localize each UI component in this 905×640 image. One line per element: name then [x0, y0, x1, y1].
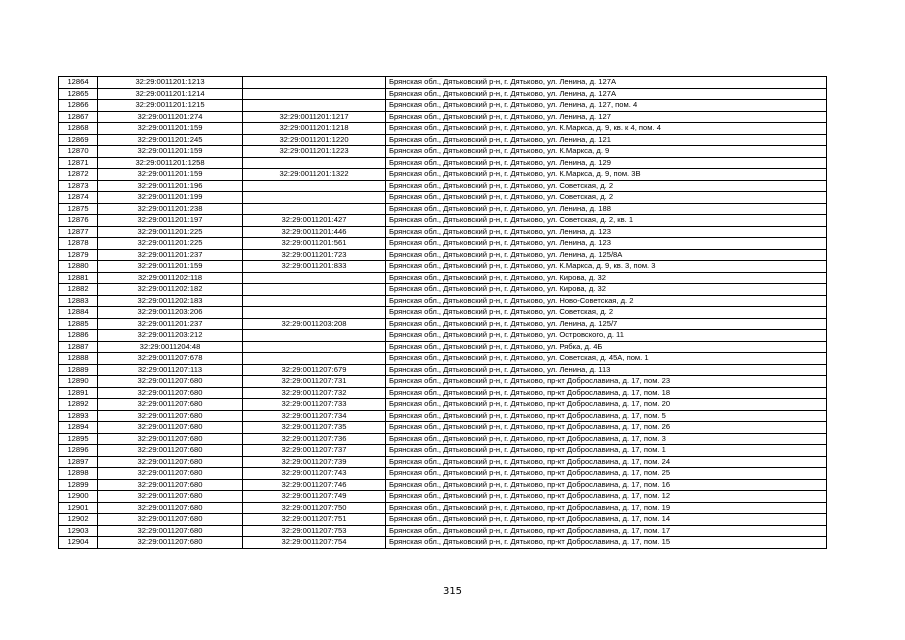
row-number-cell: 12883	[59, 295, 98, 307]
cadastral-number-cell: 32:29:0011202:182	[98, 284, 243, 296]
address-cell: Брянская обл., Дятьковский р-н, г. Дятьково, ул. Ленина, д. 129	[386, 157, 827, 169]
parent-cadastral-number-cell	[243, 353, 386, 365]
row-number-cell: 12880	[59, 261, 98, 273]
parent-cadastral-number-cell	[243, 284, 386, 296]
table-row	[59, 169, 827, 181]
row-number-cell: 12894	[59, 422, 98, 434]
cadastral-number-cell: 32:29:0011207:680	[98, 537, 243, 549]
cadastral-number-cell: 32:29:0011201:1214	[98, 88, 243, 100]
row-number-cell: 12898	[59, 468, 98, 480]
parent-cadastral-number-cell: 32:29:0011201:1220	[243, 134, 386, 146]
address-cell: Брянская обл., Дятьковский р-н, г. Дятьково, пр-кт Доброславина, д. 17, пом. 25	[386, 468, 827, 480]
row-number-cell: 12897	[59, 456, 98, 468]
table-row	[59, 364, 827, 376]
cadastral-number-cell: 32:29:0011207:680	[98, 479, 243, 491]
cadastral-number-cell: 32:29:0011201:159	[98, 261, 243, 273]
table-row	[59, 203, 827, 215]
cadastral-number-cell: 32:29:0011201:159	[98, 123, 243, 135]
table-row	[59, 491, 827, 503]
table-row	[59, 249, 827, 261]
table-row	[59, 77, 827, 89]
document-sheet	[58, 76, 827, 549]
address-cell: Брянская обл., Дятьковский р-н, г. Дятьково, пр-кт Доброславина, д. 17, пом. 14	[386, 514, 827, 526]
row-number-cell: 12895	[59, 433, 98, 445]
parent-cadastral-number-cell: 32:29:0011207:733	[243, 399, 386, 411]
cadastral-number-cell: 32:29:0011201:225	[98, 238, 243, 250]
parent-cadastral-number-cell	[243, 157, 386, 169]
parent-cadastral-number-cell: 32:29:0011207:743	[243, 468, 386, 480]
row-number-cell: 12866	[59, 100, 98, 112]
address-cell: Брянская обл., Дятьковский р-н, г. Дятьково, пр-кт Доброславина, д. 17, пом. 24	[386, 456, 827, 468]
address-cell: Брянская обл., Дятьковский р-н, г. Дятьково, пр-кт Доброславина, д. 17, пом. 16	[386, 479, 827, 491]
cadastral-number-cell: 32:29:0011207:113	[98, 364, 243, 376]
table-row	[59, 445, 827, 457]
parent-cadastral-number-cell: 32:29:0011207:679	[243, 364, 386, 376]
row-number-cell: 12888	[59, 353, 98, 365]
row-number-cell: 12881	[59, 272, 98, 284]
row-number-cell: 12903	[59, 525, 98, 537]
table-row	[59, 146, 827, 158]
cadastral-number-cell: 32:29:0011201:199	[98, 192, 243, 204]
address-cell: Брянская обл., Дятьковский р-н, г. Дятьково, пр-кт Доброславина, д. 17, пом. 1	[386, 445, 827, 457]
table-row	[59, 157, 827, 169]
cadastral-number-cell: 32:29:0011201:197	[98, 215, 243, 227]
parent-cadastral-number-cell	[243, 100, 386, 112]
row-number-cell: 12867	[59, 111, 98, 123]
cadastral-number-cell: 32:29:0011201:159	[98, 146, 243, 158]
table-row	[59, 468, 827, 480]
parent-cadastral-number-cell: 32:29:0011201:1223	[243, 146, 386, 158]
cadastral-number-cell: 32:29:0011201:245	[98, 134, 243, 146]
table-row	[59, 399, 827, 411]
table-row	[59, 318, 827, 330]
address-cell: Брянская обл., Дятьковский р-н, г. Дятьково, ул. Ленина, д. 123	[386, 238, 827, 250]
table-row	[59, 180, 827, 192]
row-number-cell: 12872	[59, 169, 98, 181]
cadastral-number-cell: 32:29:0011202:118	[98, 272, 243, 284]
address-cell: Брянская обл., Дятьковский р-н, г. Дятьково, пр-кт Доброславина, д. 17, пом. 18	[386, 387, 827, 399]
row-number-cell: 12877	[59, 226, 98, 238]
table-row	[59, 134, 827, 146]
row-number-cell: 12886	[59, 330, 98, 342]
row-number-cell: 12899	[59, 479, 98, 491]
parent-cadastral-number-cell: 32:29:0011207:753	[243, 525, 386, 537]
table-row	[59, 330, 827, 342]
row-number-cell: 12892	[59, 399, 98, 411]
address-cell: Брянская обл., Дятьковский р-н, г. Дятьково, ул. Ленина, д. 123	[386, 226, 827, 238]
parent-cadastral-number-cell	[243, 307, 386, 319]
parent-cadastral-number-cell	[243, 341, 386, 353]
table-row	[59, 261, 827, 273]
address-cell: Брянская обл., Дятьковский р-н, г. Дятьково, пр-кт Доброславина, д. 17, пом. 5	[386, 410, 827, 422]
property-table	[58, 76, 827, 549]
table-row	[59, 295, 827, 307]
address-cell: Брянская обл., Дятьковский р-н, г. Дятьково, ул. Ленина, д. 125/8А	[386, 249, 827, 261]
row-number-cell: 12874	[59, 192, 98, 204]
page-number: 315	[442, 586, 463, 597]
cadastral-number-cell: 32:29:0011203:206	[98, 307, 243, 319]
address-cell: Брянская обл., Дятьковский р-н, г. Дятьково, ул. Советская, д. 45А, пом. 1	[386, 353, 827, 365]
address-cell: Брянская обл., Дятьковский р-н, г. Дятьково, пр-кт Доброславина, д. 17, пом. 20	[386, 399, 827, 411]
row-number-cell: 12902	[59, 514, 98, 526]
address-cell: Брянская обл., Дятьковский р-н, г. Дятьково, пр-кт Доброславина, д. 17, пом. 15	[386, 537, 827, 549]
parent-cadastral-number-cell: 32:29:0011201:833	[243, 261, 386, 273]
parent-cadastral-number-cell: 32:29:0011201:427	[243, 215, 386, 227]
address-cell: Брянская обл., Дятьковский р-н, г. Дятьково, ул. Ленина, д. 121	[386, 134, 827, 146]
row-number-cell: 12889	[59, 364, 98, 376]
table-row	[59, 123, 827, 135]
address-cell: Брянская обл., Дятьковский р-н, г. Дятьково, ул. Островского, д. 11	[386, 330, 827, 342]
parent-cadastral-number-cell	[243, 180, 386, 192]
table-row	[59, 456, 827, 468]
row-number-cell: 12871	[59, 157, 98, 169]
parent-cadastral-number-cell	[243, 88, 386, 100]
parent-cadastral-number-cell: 32:29:0011203:208	[243, 318, 386, 330]
address-cell: Брянская обл., Дятьковский р-н, г. Дятьково, ул. Ленина, д. 127А	[386, 88, 827, 100]
address-cell: Брянская обл., Дятьковский р-н, г. Дятьково, пр-кт Доброславина, д. 17, пом. 19	[386, 502, 827, 514]
row-number-cell: 12873	[59, 180, 98, 192]
address-cell: Брянская обл., Дятьковский р-н, г. Дятьково, ул. Советская, д. 2	[386, 307, 827, 319]
parent-cadastral-number-cell: 32:29:0011201:723	[243, 249, 386, 261]
parent-cadastral-number-cell: 32:29:0011207:737	[243, 445, 386, 457]
cadastral-number-cell: 32:29:0011207:680	[98, 399, 243, 411]
row-number-cell: 12869	[59, 134, 98, 146]
cadastral-number-cell: 32:29:0011203:212	[98, 330, 243, 342]
cadastral-number-cell: 32:29:0011207:680	[98, 410, 243, 422]
table-row	[59, 353, 827, 365]
table-row	[59, 537, 827, 549]
parent-cadastral-number-cell: 32:29:0011201:1322	[243, 169, 386, 181]
cadastral-number-cell: 32:29:0011201:237	[98, 318, 243, 330]
cadastral-number-cell: 32:29:0011207:678	[98, 353, 243, 365]
row-number-cell: 12890	[59, 376, 98, 388]
cadastral-number-cell: 32:29:0011201:238	[98, 203, 243, 215]
address-cell: Брянская обл., Дятьковский р-н, г. Дятьково, ул. Советская, д. 2	[386, 192, 827, 204]
address-cell: Брянская обл., Дятьковский р-н, г. Дятьково, ул. К.Маркса, д. 9, кв. к 4, пом. 4	[386, 123, 827, 135]
table-row	[59, 215, 827, 227]
table-row	[59, 502, 827, 514]
cadastral-number-cell: 32:29:0011207:680	[98, 468, 243, 480]
parent-cadastral-number-cell: 32:29:0011207:750	[243, 502, 386, 514]
cadastral-number-cell: 32:29:0011201:237	[98, 249, 243, 261]
address-cell: Брянская обл., Дятьковский р-н, г. Дятьково, ул. Кирова, д. 32	[386, 284, 827, 296]
address-cell: Брянская обл., Дятьковский р-н, г. Дятьково, ул. К.Маркса, д. 9, кв. 3, пом. 3	[386, 261, 827, 273]
parent-cadastral-number-cell: 32:29:0011207:735	[243, 422, 386, 434]
row-number-cell: 12879	[59, 249, 98, 261]
table-row	[59, 100, 827, 112]
parent-cadastral-number-cell: 32:29:0011207:732	[243, 387, 386, 399]
address-cell: Брянская обл., Дятьковский р-н, г. Дятьково, ул. Ленина, д. 127, пом. 4	[386, 100, 827, 112]
parent-cadastral-number-cell: 32:29:0011201:1217	[243, 111, 386, 123]
address-cell: Брянская обл., Дятьковский р-н, г. Дятьково, ул. К.Маркса, д. 9, пом. 3В	[386, 169, 827, 181]
row-number-cell: 12876	[59, 215, 98, 227]
cadastral-number-cell: 32:29:0011207:680	[98, 422, 243, 434]
parent-cadastral-number-cell	[243, 330, 386, 342]
table-row	[59, 192, 827, 204]
address-cell: Брянская обл., Дятьковский р-н, г. Дятьково, ул. К.Маркса, д. 9	[386, 146, 827, 158]
parent-cadastral-number-cell	[243, 192, 386, 204]
cadastral-number-cell: 32:29:0011207:680	[98, 387, 243, 399]
address-cell: Брянская обл., Дятьковский р-н, г. Дятьково, ул. Ленина, д. 127	[386, 111, 827, 123]
parent-cadastral-number-cell: 32:29:0011201:561	[243, 238, 386, 250]
table-row	[59, 479, 827, 491]
cadastral-number-cell: 32:29:0011207:680	[98, 376, 243, 388]
parent-cadastral-number-cell	[243, 295, 386, 307]
table-row	[59, 514, 827, 526]
row-number-cell: 12884	[59, 307, 98, 319]
address-cell: Брянская обл., Дятьковский р-н, г. Дятьково, пр-кт Доброславина, д. 17, пом. 12	[386, 491, 827, 503]
parent-cadastral-number-cell: 32:29:0011207:731	[243, 376, 386, 388]
cadastral-number-cell: 32:29:0011201:1213	[98, 77, 243, 89]
parent-cadastral-number-cell	[243, 77, 386, 89]
address-cell: Брянская обл., Дятьковский р-н, г. Дятьково, ул. Советская, д. 2	[386, 180, 827, 192]
row-number-cell: 12896	[59, 445, 98, 457]
cadastral-number-cell: 32:29:0011201:159	[98, 169, 243, 181]
row-number-cell: 12864	[59, 77, 98, 89]
row-number-cell: 12893	[59, 410, 98, 422]
row-number-cell: 12891	[59, 387, 98, 399]
table-row	[59, 307, 827, 319]
parent-cadastral-number-cell: 32:29:0011207:751	[243, 514, 386, 526]
cadastral-number-cell: 32:29:0011201:196	[98, 180, 243, 192]
address-cell: Брянская обл., Дятьковский р-н, г. Дятьково, ул. Ленина, д. 127А	[386, 77, 827, 89]
parent-cadastral-number-cell: 32:29:0011201:1218	[243, 123, 386, 135]
cadastral-number-cell: 32:29:0011201:274	[98, 111, 243, 123]
address-cell: Брянская обл., Дятьковский р-н, г. Дятьково, пр-кт Доброславина, д. 17, пом. 17	[386, 525, 827, 537]
parent-cadastral-number-cell: 32:29:0011201:446	[243, 226, 386, 238]
cadastral-number-cell: 32:29:0011201:1258	[98, 157, 243, 169]
cadastral-number-cell: 32:29:0011201:1215	[98, 100, 243, 112]
row-number-cell: 12882	[59, 284, 98, 296]
row-number-cell: 12900	[59, 491, 98, 503]
row-number-cell: 12875	[59, 203, 98, 215]
cadastral-number-cell: 32:29:0011204:48	[98, 341, 243, 353]
cadastral-number-cell: 32:29:0011201:225	[98, 226, 243, 238]
parent-cadastral-number-cell: 32:29:0011207:734	[243, 410, 386, 422]
parent-cadastral-number-cell: 32:29:0011207:749	[243, 491, 386, 503]
row-number-cell: 12870	[59, 146, 98, 158]
table-row	[59, 88, 827, 100]
table-row	[59, 422, 827, 434]
address-cell: Брянская обл., Дятьковский р-н, г. Дятьково, ул. Ленина, д. 188	[386, 203, 827, 215]
address-cell: Брянская обл., Дятьковский р-н, г. Дятьково, пр-кт Доброславина, д. 17, пом. 3	[386, 433, 827, 445]
table-row	[59, 111, 827, 123]
cadastral-number-cell: 32:29:0011207:680	[98, 456, 243, 468]
table-row	[59, 272, 827, 284]
parent-cadastral-number-cell: 32:29:0011207:736	[243, 433, 386, 445]
table-row	[59, 433, 827, 445]
row-number-cell: 12885	[59, 318, 98, 330]
row-number-cell: 12865	[59, 88, 98, 100]
row-number-cell: 12887	[59, 341, 98, 353]
property-table-body	[59, 77, 827, 549]
address-cell: Брянская обл., Дятьковский р-н, г. Дятьково, пр-кт Доброславина, д. 17, пом. 23	[386, 376, 827, 388]
row-number-cell: 12878	[59, 238, 98, 250]
address-cell: Брянская обл., Дятьковский р-н, г. Дятьково, ул. Ново-Советская, д. 2	[386, 295, 827, 307]
address-cell: Брянская обл., Дятьковский р-н, г. Дятьково, ул. Кирова, д. 32	[386, 272, 827, 284]
table-row	[59, 387, 827, 399]
row-number-cell: 12901	[59, 502, 98, 514]
address-cell: Брянская обл., Дятьковский р-н, г. Дятьково, ул. Ленина, д. 125/7	[386, 318, 827, 330]
parent-cadastral-number-cell: 32:29:0011207:746	[243, 479, 386, 491]
cadastral-number-cell: 32:29:0011202:183	[98, 295, 243, 307]
table-row	[59, 284, 827, 296]
cadastral-number-cell: 32:29:0011207:680	[98, 491, 243, 503]
address-cell: Брянская обл., Дятьковский р-н, г. Дятьково, пр-кт Доброславина, д. 17, пом. 26	[386, 422, 827, 434]
cadastral-number-cell: 32:29:0011207:680	[98, 514, 243, 526]
table-row	[59, 376, 827, 388]
cadastral-number-cell: 32:29:0011207:680	[98, 525, 243, 537]
parent-cadastral-number-cell	[243, 203, 386, 215]
table-row	[59, 341, 827, 353]
address-cell: Брянская обл., Дятьковский р-н, г. Дятьково, ул. Ленина, д. 113	[386, 364, 827, 376]
table-row	[59, 238, 827, 250]
row-number-cell: 12868	[59, 123, 98, 135]
address-cell: Брянская обл., Дятьковский р-н, г. Дятьково, ул. Советская, д. 2, кв. 1	[386, 215, 827, 227]
table-row	[59, 525, 827, 537]
table-row	[59, 226, 827, 238]
parent-cadastral-number-cell	[243, 272, 386, 284]
parent-cadastral-number-cell: 32:29:0011207:739	[243, 456, 386, 468]
parent-cadastral-number-cell: 32:29:0011207:754	[243, 537, 386, 549]
table-row	[59, 410, 827, 422]
row-number-cell: 12904	[59, 537, 98, 549]
address-cell: Брянская обл., Дятьковский р-н, г. Дятьково, ул. Рябка, д. 4Б	[386, 341, 827, 353]
cadastral-number-cell: 32:29:0011207:680	[98, 445, 243, 457]
cadastral-number-cell: 32:29:0011207:680	[98, 502, 243, 514]
cadastral-number-cell: 32:29:0011207:680	[98, 433, 243, 445]
